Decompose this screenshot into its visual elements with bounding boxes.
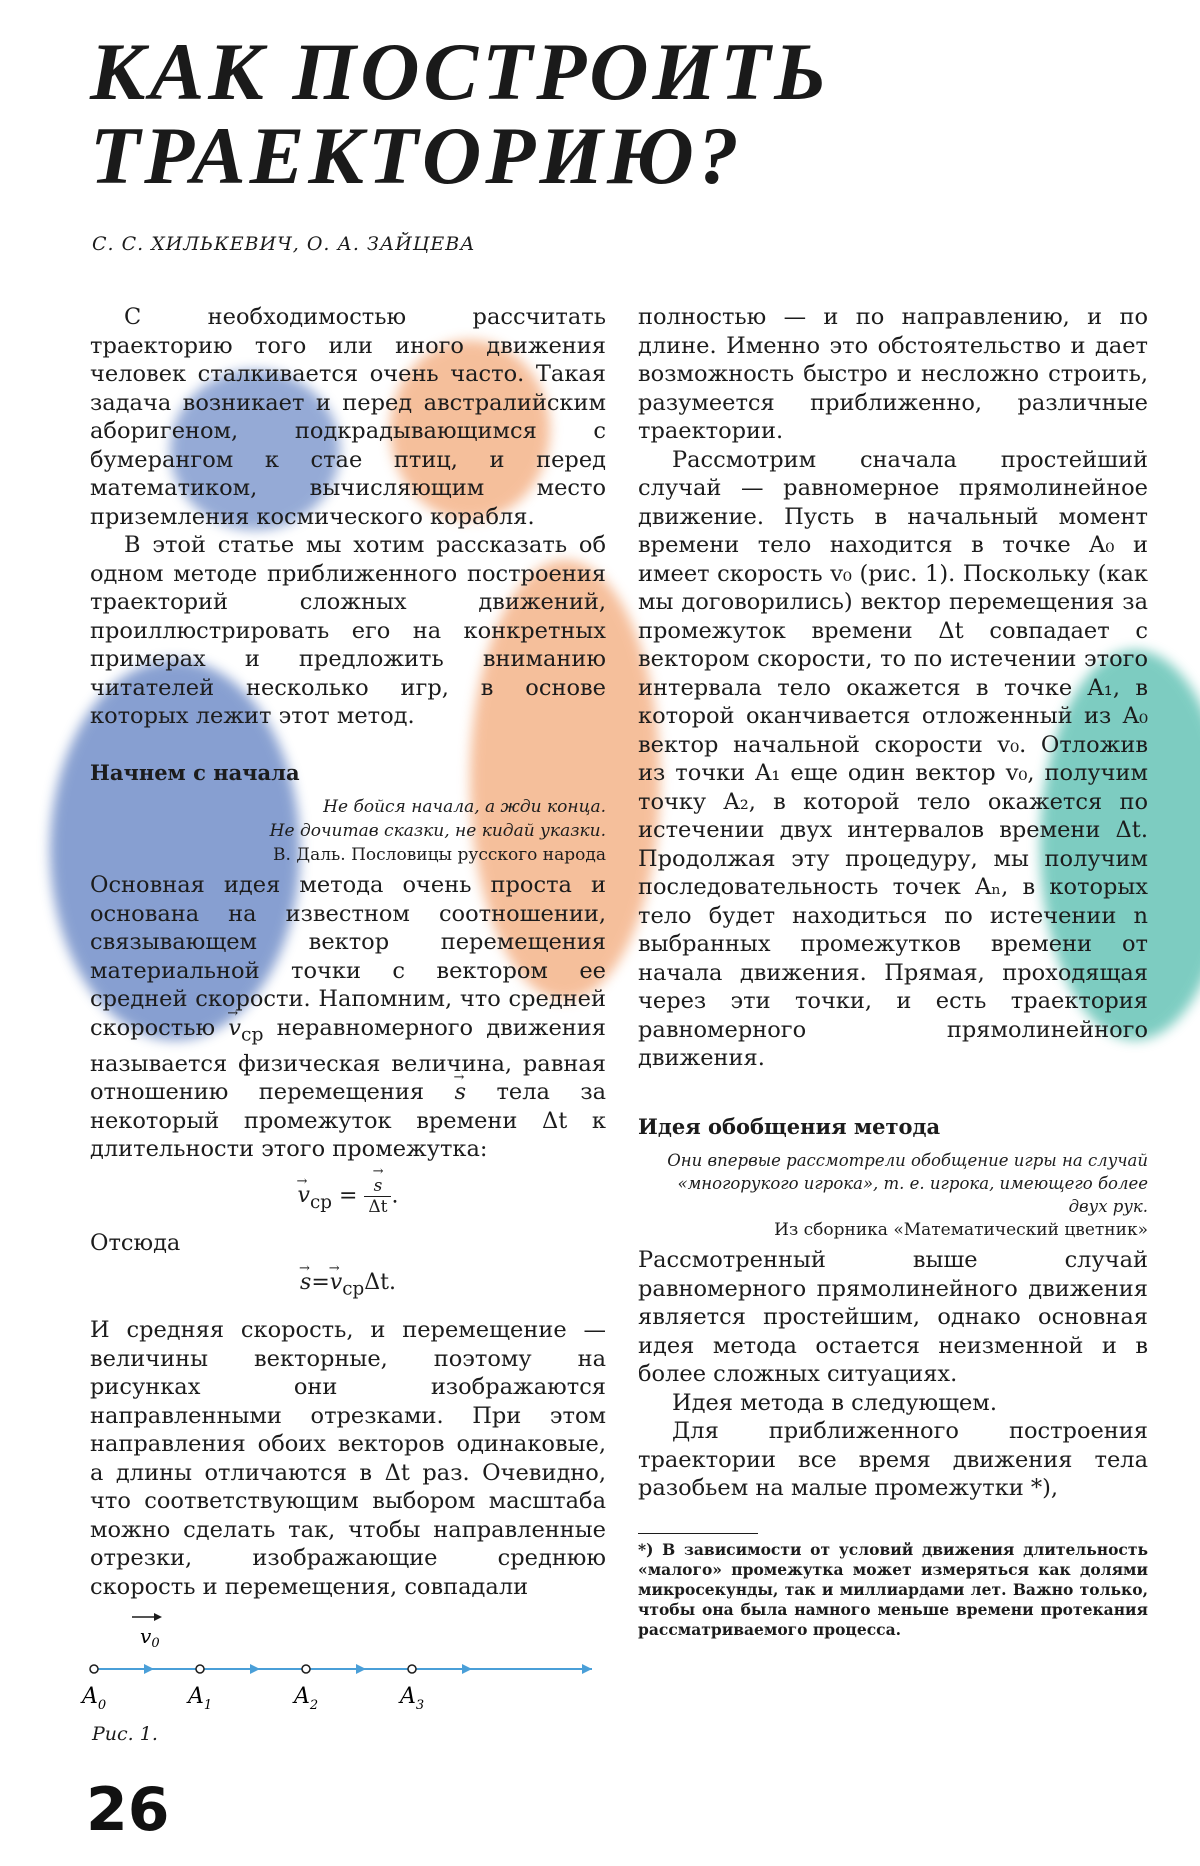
- trajectory-arrowhead: [250, 1664, 260, 1674]
- title-line-1: КАК ПОСТРОИТЬ: [90, 26, 831, 117]
- figure-vector-label: $v_0$: [140, 1624, 160, 1651]
- left-column: [90, 303, 606, 1601]
- article-title: [90, 26, 831, 201]
- formula-displacement: → $s=\to v_{ср}\Delta t$.: [90, 1269, 606, 1304]
- footnote: *) В зависимости от условий движения длительность «малого» промежутка может измеряться как долями микросекунды, так и миллиардами лет. Важно только, чтобы она была намного меньше времени протекания рассматриваемого процесса.: [638, 1539, 1148, 1639]
- trajectory-arrowhead: [582, 1664, 592, 1674]
- paragraph: Основная идея метода очень проста и основана на известном соотношении, связывающем вектор перемещения материальной точки с вектором ее средней скорости. Напомним, что средней скоростью → $v_{ср}$ неравномерного движения называется физическая величина, равная отношению перемещения → s тела за некоторый промежуток времени Δt к длительности этого промежутка:: [90, 871, 606, 1164]
- epigraph-source: Из сборника «Математический цветник»: [774, 1220, 1148, 1240]
- trajectory-point: [90, 1665, 98, 1673]
- paragraph: И средняя скорость, и перемещение — величины векторные, поэтому на рисунках они изображаются направленными отрезками. При этом направления обоих векторов одинаковые, а длины отличаются в Δt раз. Очевидно, что соответствующим выбором масштаба можно сделать так, чтобы направленные отрезки, изображающие среднюю скорость и перемещения, совпадали: [90, 1317, 606, 1600]
- right-column: [638, 303, 1148, 1640]
- trajectory-point: [196, 1665, 204, 1673]
- point-label: $A_0$: [82, 1684, 107, 1713]
- epigraph-line: Не дочитав сказки, не кидай указки.: [269, 821, 606, 841]
- paragraph: Рассмотрим сначала простейший случай — равномерное прямолинейное движение. Пусть в начальный момент времени тело находится в точке A₀ и имеет скорость v₀ (рис. 1). Поскольку (как мы договорились) вектор перемещения за промежуток времени Δt совпадает с вектором скорости, то по истечении этого интервала тело окажется в точке A₁, в которой оканчивается отложенный из A₀ вектор начальной скорости v₀. Отложив из точки A₁ еще один вектор v₀, получим точку A₂, в которой тело окажется по истечении двух интервалов времени Δt. Продолжая эту процедуру, мы получим последовательность точек Aₙ, в которых тело будет находиться по истечении n выбранных промежутков времени от начала движения. Прямая, проходящая через эти точки, и есть траектория равномерного прямолинейного движения.: [638, 446, 1148, 1071]
- point-label: $A_1$: [188, 1684, 213, 1713]
- trajectory-point: [408, 1665, 416, 1673]
- section-heading-generalization: Идея обобщения метода: [638, 1113, 941, 1139]
- paragraph: полностью — и по направлению, и по длине. Именно это обстоятельство и дает возможность быстро и несложно строить, разумеется приближенно, различные траектории.: [638, 304, 1148, 444]
- point-label: $A_2$: [294, 1684, 319, 1713]
- formula-average-velocity: → $v_{ср}$ = → $\frac{s}{\Delta t}$ .: [90, 1176, 606, 1217]
- section-heading-start: Начнем с начала: [90, 759, 300, 785]
- paragraph: В этой статье мы хотим рассказать об одном методе приближенного построения траекторий сложных движений, проиллюстрировать его на конкретных примерах и предложить вниманию читателей несколько игр, в основе которых лежит этот метод.: [90, 532, 606, 729]
- displacement-vector-symbol: → s: [454, 1078, 466, 1107]
- figure-vector-arrowhead: [154, 1613, 162, 1621]
- paragraph: Отсюда: [90, 1229, 181, 1256]
- velocity-vector-symbol: → v: [228, 1014, 241, 1043]
- epigraph: Они впервые рассмотрели обобщение игры на случай «многорукого игрока», т. е. игрока, имеющего более двух рук.: [667, 1151, 1148, 1216]
- page-number: 26: [86, 1775, 170, 1845]
- fraction: → $\frac{s}{\Delta t}$: [364, 1176, 391, 1217]
- trajectory-arrowhead: [144, 1664, 154, 1674]
- footnote-divider: [638, 1533, 758, 1534]
- figure-1: [82, 1605, 602, 1720]
- title-line-2: ТРАЕКТОРИЮ?: [90, 110, 743, 201]
- epigraph-source: В. Даль. Пословицы русского народа: [272, 845, 606, 865]
- paragraph: Для приближенного построения траектории все время движения тела разобьем на малые промежутки *),: [638, 1418, 1148, 1501]
- paragraph: Идея метода в следующем.: [672, 1389, 997, 1416]
- figure-caption: Рис. 1.: [92, 1723, 158, 1745]
- point-label: $A_3$: [400, 1684, 425, 1713]
- epigraph-line: Не бойся начала, а жди конца.: [323, 797, 606, 817]
- trajectory-arrowhead: [356, 1664, 366, 1674]
- paragraph: С необходимостью рассчитать траекторию того или иного движения человек сталкивается очень часто. Такая задача возникает и перед австралийским аборигеном, подкрадывающимся с бумерангом к стае птиц, и перед математиком, вычисляющим место приземления космического корабля.: [90, 304, 606, 530]
- authors-line: С. С. ХИЛЬКЕВИЧ, О. А. ЗАЙЦЕВА: [92, 233, 476, 255]
- paragraph: Рассмотренный выше случай равномерного прямолинейного движения является простейшим, однако основная идея метода остается неизменной и в более сложных ситуациях.: [638, 1247, 1148, 1387]
- trajectory-arrowhead: [462, 1664, 472, 1674]
- trajectory-point: [302, 1665, 310, 1673]
